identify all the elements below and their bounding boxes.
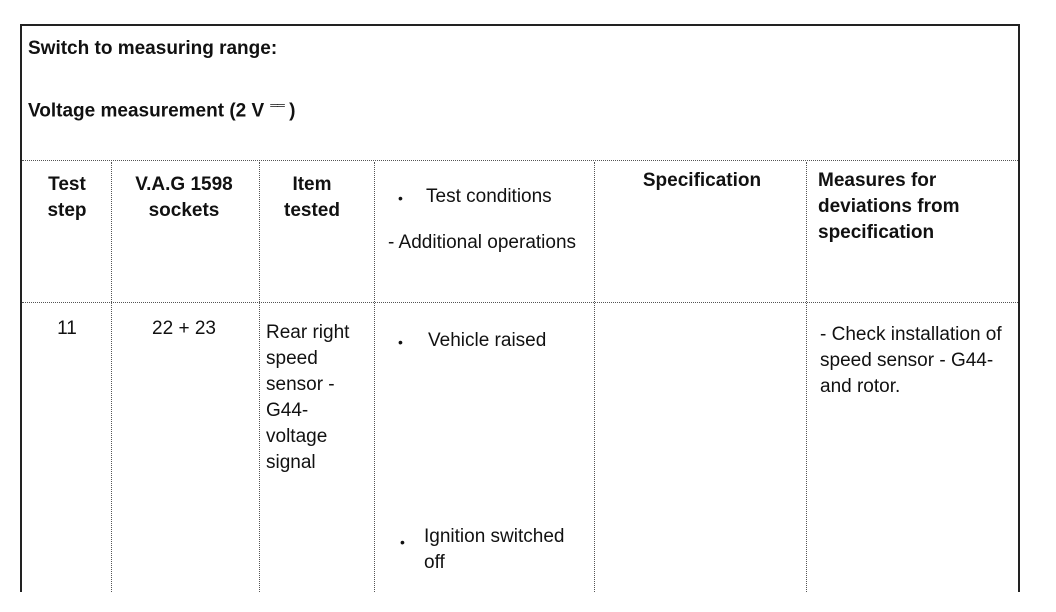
row-item-tested: Rear right speed sensor - G44- voltage signal: [266, 322, 350, 473]
header-divider: [22, 160, 1018, 161]
column-header-divider: [22, 302, 1018, 303]
header-line-1: Switch to measuring range:: [28, 38, 278, 59]
measuring-range-header: [22, 26, 1018, 160]
bullet-icon: •: [400, 534, 405, 550]
col-divider-1: [111, 162, 112, 592]
col-divider-5: [806, 162, 807, 592]
col-divider-2: [259, 162, 260, 592]
col-divider-3: [374, 162, 375, 592]
col-header-measures: Measures for deviations from specification: [818, 170, 960, 243]
row-test-step: 11: [57, 318, 77, 339]
row-sockets: 22 + 23: [152, 318, 216, 339]
dc-voltage-symbol: ══: [270, 100, 284, 112]
header-close-paren: ): [289, 100, 296, 122]
row-condition-vehicle-raised: Vehicle raised: [428, 330, 547, 351]
col-header-specification: Specification: [642, 170, 762, 191]
voltage-measurement-label: Voltage measurement (2 V: [28, 100, 265, 122]
row-measures: - Check installation of speed sensor - G44- and rotor.: [820, 324, 1002, 397]
col-header-additional-operations: - Additional operations: [388, 232, 577, 253]
col-header-sockets: V.A.G 1598 sockets: [135, 174, 233, 221]
header-line-2: [28, 100, 295, 122]
document-table: [20, 24, 1020, 592]
col-header-test-conditions: Test conditions: [426, 186, 552, 207]
row-condition-ignition-off: Ignition switched off: [424, 526, 565, 573]
bullet-icon: •: [398, 190, 403, 206]
col-header-test-step: Test step: [47, 174, 87, 221]
col-header-item-tested: Item tested: [284, 174, 340, 221]
col-divider-4: [594, 162, 595, 592]
bullet-icon: •: [398, 334, 403, 350]
